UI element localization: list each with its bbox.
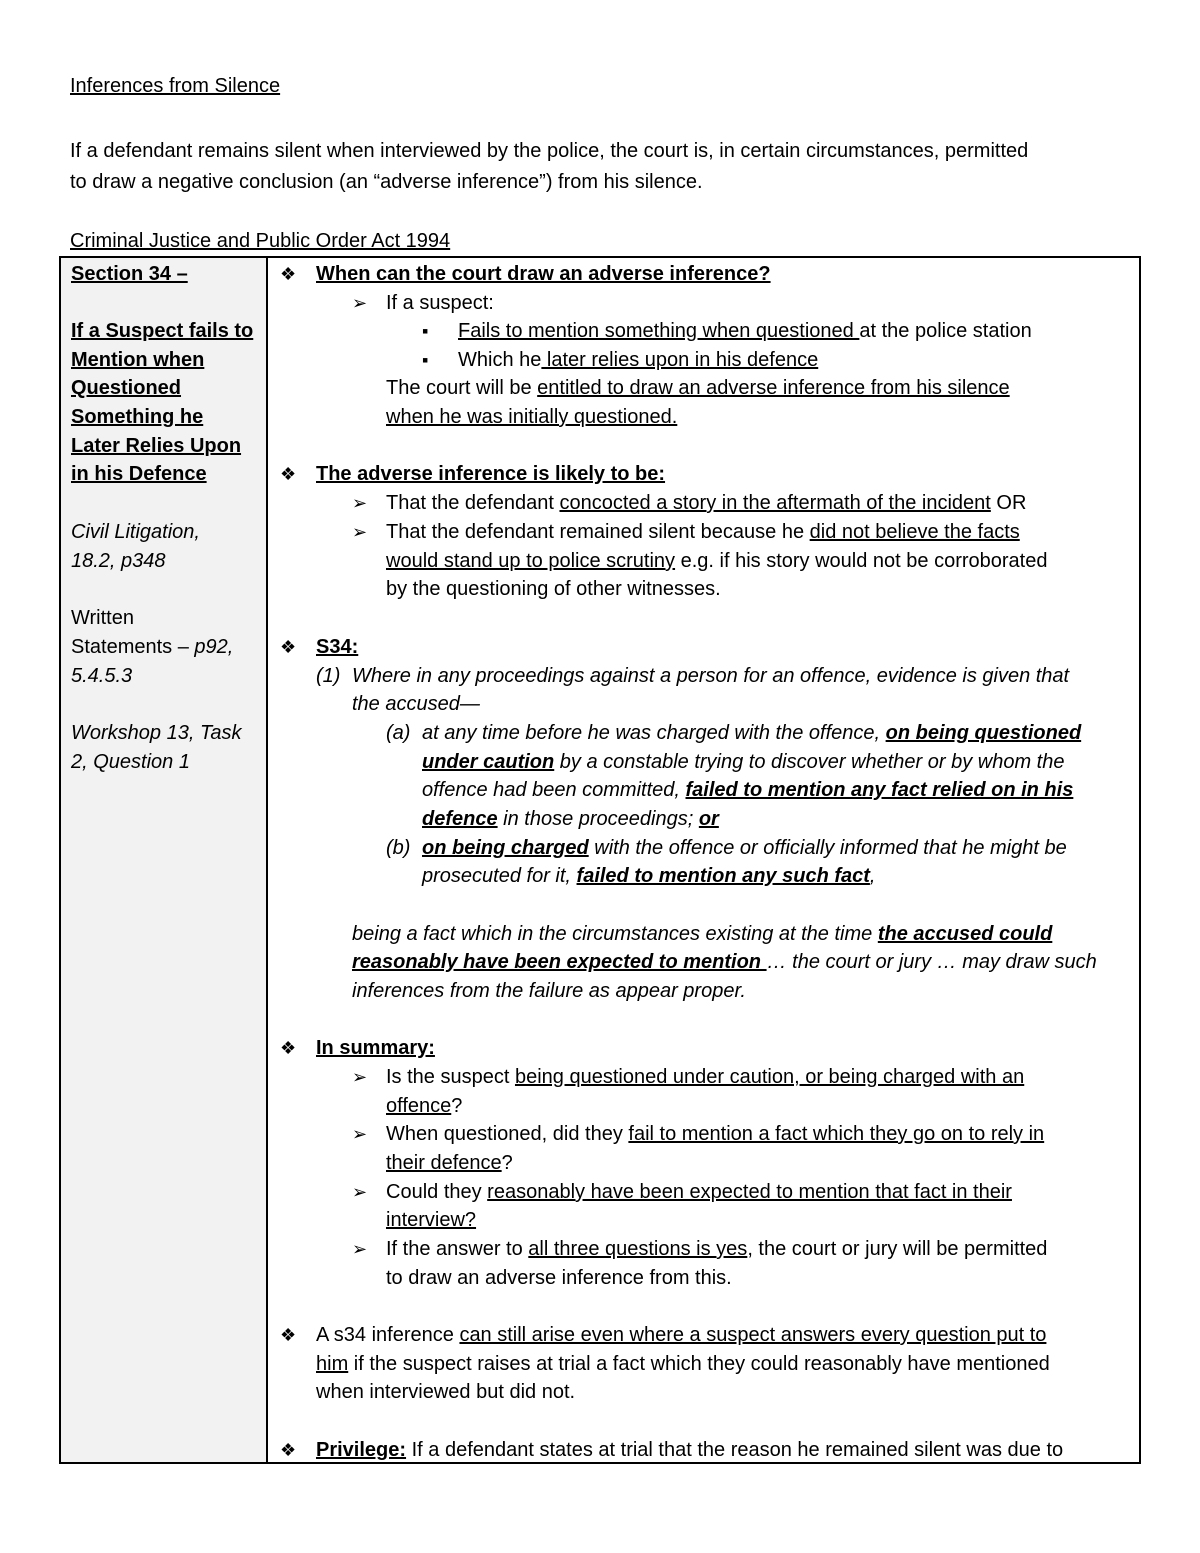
text-line: to draw an adverse inference from this. xyxy=(386,1267,732,1289)
text-line: When questioned, did they fail to mention a fact which they go on to rely in xyxy=(386,1123,1045,1145)
text-line: Where in any proceedings against a person for an offence, evidence is given that xyxy=(352,665,1070,687)
text-line: That the defendant concocted a story in the aftermath of the incident OR xyxy=(386,492,1027,514)
text-line: reasonably have been expected to mention … the court or jury … may draw such xyxy=(352,951,1097,973)
text-line: Is the suspect being questioned under caution, or being charged with an xyxy=(386,1066,1025,1088)
arrow-bullet-icon: ➢ xyxy=(352,293,368,313)
page-title: Inferences from Silence xyxy=(70,75,281,97)
text-line: on being charged with the offence or officially informed that he might be xyxy=(422,837,1067,859)
text-line: when interviewed but did not. xyxy=(316,1381,576,1403)
diamond-bullet-icon: ❖ xyxy=(280,264,297,284)
diamond-bullet-icon: ❖ xyxy=(280,1325,297,1345)
text-line: him if the suspect raises at trial a fact which they could reasonably have mentioned xyxy=(316,1353,1050,1375)
intro-line: to draw a negative conclusion (an “adverse inference”) from his silence. xyxy=(70,171,703,193)
section-heading-line: Mention when xyxy=(71,349,205,371)
reference-line: Written xyxy=(71,607,134,629)
text-line: Fails to mention something when questioned at the police station xyxy=(458,320,1032,342)
section-heading-line: Later Relies Upon xyxy=(71,435,242,457)
text-line: under caution by a constable trying to discover whether or by whom the xyxy=(422,751,1065,773)
reference-line: Statements – p92, xyxy=(71,636,234,658)
arrow-bullet-icon: ➢ xyxy=(352,522,368,542)
list-letter: (a) xyxy=(386,722,411,744)
reference-line: Workshop 13, Task xyxy=(71,722,242,744)
arrow-bullet-icon: ➢ xyxy=(352,1239,368,1259)
text-line: A s34 inference can still arise even where a suspect answers every question put to xyxy=(316,1324,1047,1346)
notes-table xyxy=(59,256,1141,1464)
diamond-bullet-icon: ❖ xyxy=(280,464,297,484)
text-line: prosecuted for it, failed to mention any such fact, xyxy=(422,865,876,887)
bullet-heading: The adverse inference is likely to be: xyxy=(316,463,666,485)
text-line: Could they reasonably have been expected to mention that fact in their xyxy=(386,1181,1012,1203)
square-bullet-icon: ▪ xyxy=(422,350,429,370)
text-line: Privilege: If a defendant states at trial that the reason he remained silent was due to xyxy=(316,1439,1064,1461)
text-line: their defence? xyxy=(386,1152,513,1174)
section-heading-line: Questioned xyxy=(71,377,182,399)
reference-line: 18.2, p348 xyxy=(71,550,166,572)
text-line: offence? xyxy=(386,1095,463,1117)
diamond-bullet-icon: ❖ xyxy=(280,637,297,657)
text-line: If the answer to all three questions is yes, the court or jury will be permitted xyxy=(386,1238,1048,1260)
text-line: inferences from the failure as appear proper. xyxy=(352,980,746,1002)
text-line: when he was initially questioned. xyxy=(386,406,678,428)
section-heading-line: If a Suspect fails to xyxy=(71,320,254,342)
text-line: The court will be entitled to draw an adverse inference from his silence xyxy=(386,377,1010,399)
section-label: Section 34 – xyxy=(71,263,188,285)
arrow-bullet-icon: ➢ xyxy=(352,1067,368,1087)
arrow-bullet-icon: ➢ xyxy=(352,1182,368,1202)
section-heading-line: Something he xyxy=(71,406,204,428)
list-letter: (b) xyxy=(386,837,411,859)
text-line: would stand up to police scrutiny e.g. if his story would not be corroborated xyxy=(386,550,1048,572)
act-title: Criminal Justice and Public Order Act 1994 xyxy=(70,230,451,252)
reference-line: 2, Question 1 xyxy=(71,751,190,773)
text-line: being a fact which in the circumstances existing at the time the accused could xyxy=(352,923,1053,945)
text-line: That the defendant remained silent because he did not believe the facts xyxy=(386,521,1020,543)
bullet-heading: S34: xyxy=(316,636,359,658)
text-line: If a suspect: xyxy=(386,292,494,314)
reference-line: 5.4.5.3 xyxy=(71,665,133,687)
bullet-heading: In summary: xyxy=(316,1037,435,1059)
intro-line: If a defendant remains silent when interviewed by the police, the court is, in certain circumstances, permitted xyxy=(70,140,1029,162)
text-line: by the questioning of other witnesses. xyxy=(386,578,721,600)
text-line: at any time before he was charged with the offence, on being questioned xyxy=(422,722,1082,744)
content-column xyxy=(268,258,1139,1462)
text-line: interview? xyxy=(386,1209,477,1231)
reference-line: Civil Litigation, xyxy=(71,521,200,543)
text-line: Which he later relies upon in his defence xyxy=(458,349,819,371)
flower-bullet-icon: ❖ xyxy=(280,1038,297,1058)
text-line: the accused— xyxy=(352,693,480,715)
bullet-heading: When can the court draw an adverse inference? xyxy=(316,263,771,285)
square-bullet-icon: ▪ xyxy=(422,321,429,341)
arrow-bullet-icon: ➢ xyxy=(352,1124,368,1144)
topic-column xyxy=(61,258,268,1462)
list-number: (1) xyxy=(316,665,341,687)
section-heading-line: in his Defence xyxy=(71,463,207,485)
arrow-bullet-icon: ➢ xyxy=(352,493,368,513)
intro-paragraph xyxy=(70,136,1130,198)
text-line: defence in those proceedings; or xyxy=(422,808,719,830)
text-line: offence had been committed, failed to mention any fact relied on in his xyxy=(422,779,1074,801)
diamond-bullet-icon: ❖ xyxy=(280,1440,297,1460)
